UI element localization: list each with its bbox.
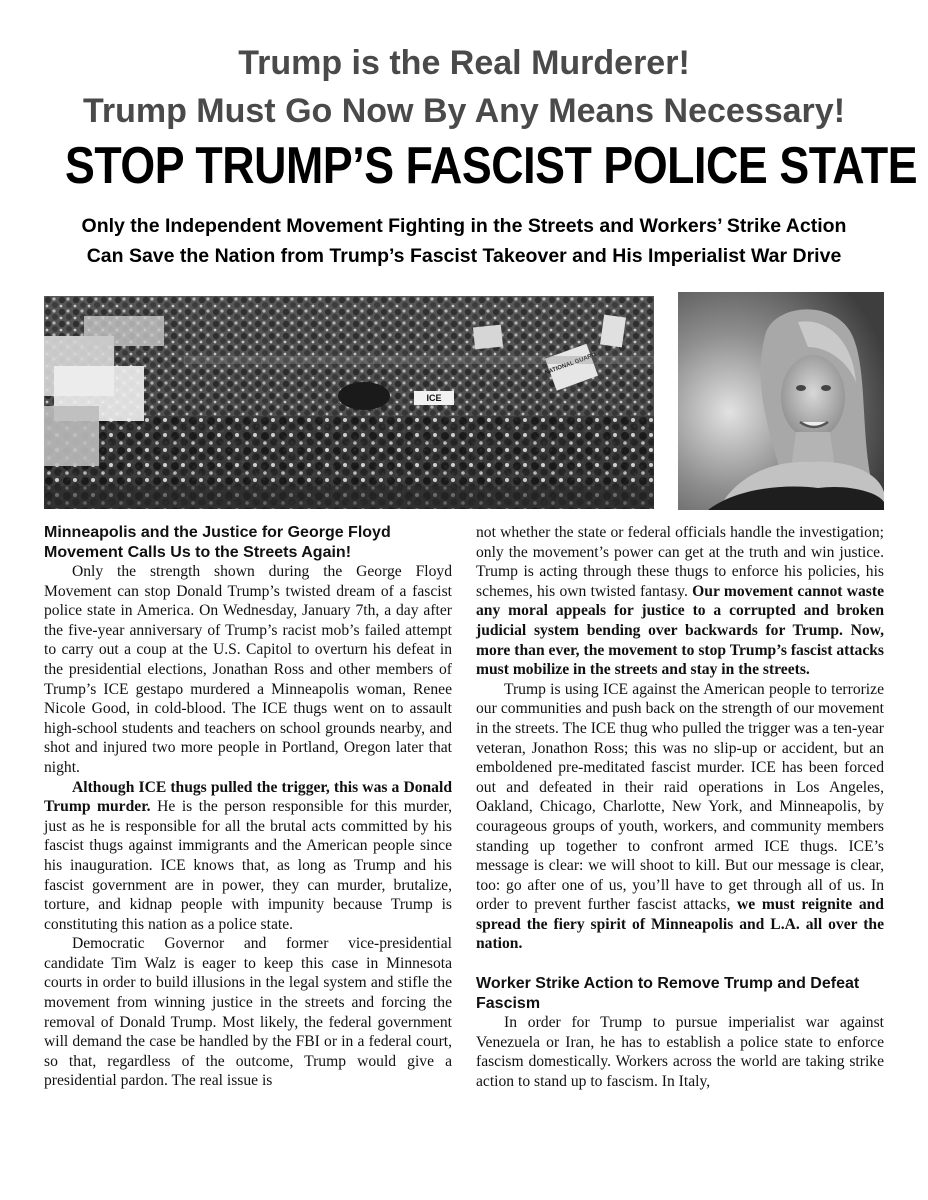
crowd-sign-national-guard: NATIONAL GUARD (544, 352, 597, 377)
paragraph-2-text: He is the person responsible for this murder, just as he is responsible for all the brutal acts committed by his fascist thugs against immigrants and the American people since his inauguration. ICE knows that, as long as Trump and his fascist government are in power, they can murder, brutalize, torture, and kidnap people with impunity because Trump is constituting this nation as a police state. (44, 798, 453, 933)
paragraph-3-bold: Our movement cannot waste any moral appeals for justice to a corrupted and broken judicial system bending over backwards for Trump. Now, more than ever, the movement to stop Trump’s fascist attacks must mobilize in the streets and stay in the streets. (476, 582, 884, 679)
article-column-right (476, 523, 884, 1091)
paragraph-2 (44, 778, 452, 935)
subtitle-line-1: Only the Independent Movement Fighting in the Streets and Workers’ Strike Action (81, 215, 847, 237)
main-title: STOP TRUMP’S FASCIST POLICE STATE (64, 137, 918, 195)
article-column-left (44, 523, 452, 1091)
section-heading-worker-strike: Worker Strike Action to Remove Trump and Defeat Fascism (476, 975, 860, 1012)
paragraph-3: Democratic Governor and former vice-presidential candidate Tim Walz is eager to keep this case in Minnesota courts in order to build illusions in the legal system and stifle the movement from winning justice in the streets and forcing the removal of Donald Trump. Most likely, the federal government will demand the case be handled by the FBI or in a federal court, so that, regardless of the outcome, Trump would give a presidential pardon. The real issue is (44, 935, 452, 1090)
paragraph-2-bold: Although ICE thugs pulled the trigger, this was a Donald Trump murder. (44, 778, 452, 816)
crowd-protest-photo (44, 296, 654, 509)
paragraph-3-continued-text: not whether the state or federal officials handle the investigation; only the movement’s power can get at the truth and win justice. Trump is acting through these thugs to enforce his policies, his schemes, his own twisted fantasy. (476, 524, 884, 600)
headline-line-1: Trump is the Real Murderer! (238, 44, 690, 82)
paragraph-5: In order for Trump to pursue imperialist war against Venezuela or Iran, he has to establish a police state to enforce fascism domestically. Workers across the world are taking strike action to stand up to fascism. In Italy, (476, 1014, 884, 1090)
paragraph-4-bold: we must reignite and spread the fiery spirit of Minneapolis and L.A. all over the nation. (476, 896, 884, 953)
subtitle-line-2: Can Save the Nation from Trump’s Fascist Takeover and His Imperialist War Drive (86, 245, 842, 267)
paragraph-1: Only the strength shown during the George Floyd Movement can stop Donald Trump’s twisted dream of a fascist police state in America. On Wednesday, January 7th, a day after the five-year anniversary of Trump’s racist mob’s failed attempt to carry out a coup at the U.S. Capitol to overturn his defeat in the presidential elections, Jonathan Ross and other members of Trump’s ICE gestapo murdered a Minneapolis woman, Renee Nicole Good, in cold-blood. The ICE thugs went on to assault high-school students and teachers on school grounds nearby, and shot and injured two more people in Portland, Oregon later that night. (44, 563, 452, 776)
crowd-sign-ice: ICE (426, 393, 442, 403)
paragraph-4 (476, 680, 884, 954)
section-heading-minneapolis: Minneapolis and the Justice for George Floyd Movement Calls Us to the Streets Again! (44, 524, 391, 561)
headline-line-2: Trump Must Go Now By Any Means Necessary! (82, 92, 846, 130)
paragraph-4-text: Trump is using ICE against the American people to terrorize our communities and push back on the strength of our movement in the streets. The ICE thug who pulled the trigger was a ten-year veteran, Jonathon Ross; this was no slip-up or accident, but an emboldened pre-meditated fascist murder. ICE has been forced out and defeated in their raid operations in Los Angeles, Oakland, Chicago, Charlotte, New York, and Minneapolis, by courageous groups of youth, workers, and community members standing up together to confront armed ICE thugs. ICE’s message is clear: we will shoot to kill. But our message is clear, too: go after one of us, you’ll have to get through all of us. In order to prevent further fascist attacks, (476, 680, 884, 914)
portrait-photo (678, 292, 884, 510)
paragraph-3-continued (476, 523, 884, 680)
